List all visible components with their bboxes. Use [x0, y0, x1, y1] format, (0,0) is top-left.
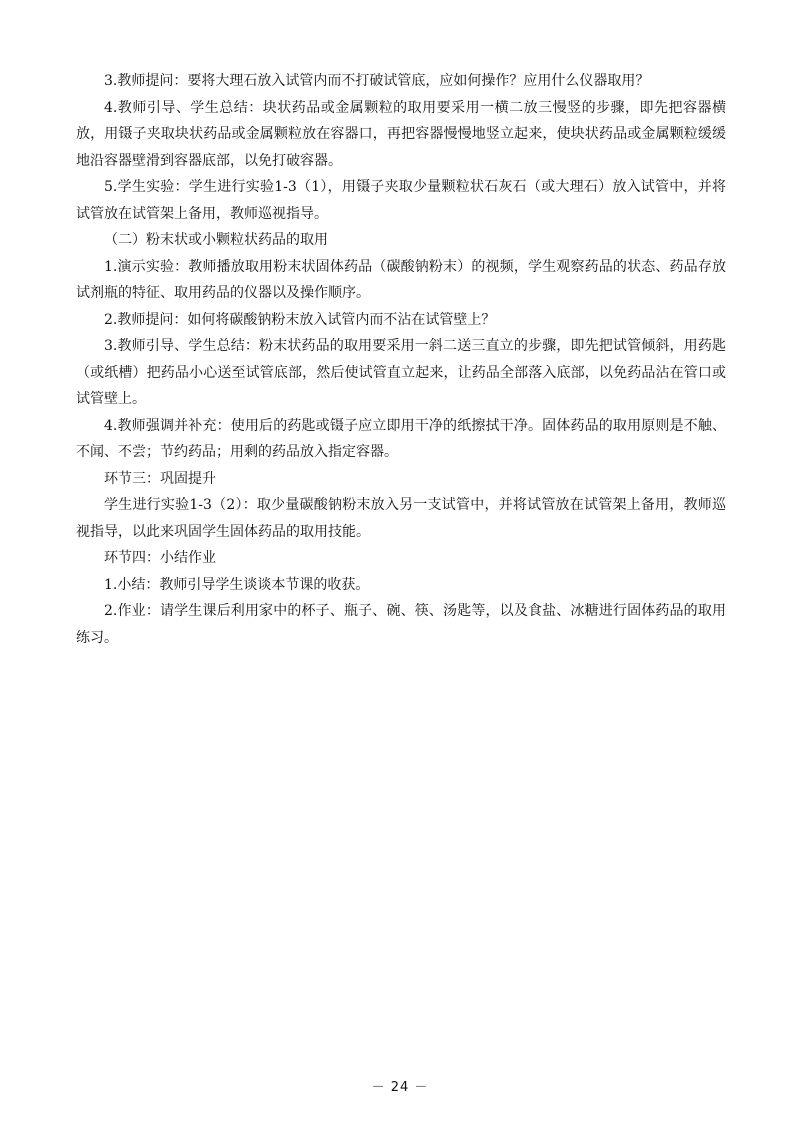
section-heading-summary-homework: 环节四：小结作业 — [104, 550, 216, 566]
document-body — [76, 68, 726, 651]
section-heading-consolidation: 环节三：巩固提升 — [104, 470, 216, 487]
paragraph-question-powder: 2.教师提问：如何将碳酸钠粉末放入试管内而不沾在试管壁上？ — [104, 311, 496, 328]
paragraph-emphasis-supplement: 4.教师强调并补充：使用后的药匙或镊子应立即用干净的纸擦拭干净。固体药品的取用原则是不触、不闻、不尝；节约药品；用剩的药品放入指定容器。 — [76, 417, 726, 460]
paragraph-student-experiment-1: 5.学生实验：学生进行实验1-3（1），用镊子夹取少量颗粒状石灰石（或大理石）放入试管中，并将试管放在试管架上备用，教师巡视指导。 — [76, 179, 726, 222]
page-number: － 24 － — [371, 1080, 429, 1095]
section-heading-powder: （二）粉末状或小颗粒状药品的取用 — [104, 232, 328, 248]
paragraph-student-experiment-2: 学生进行实验1-3（2）：取少量碳酸钠粉末放入另一支试管中，并将试管放在试管架上备用，教师巡视指导，以此来巩固学生固体药品的取用技能。 — [76, 497, 726, 540]
paragraph-question-marble: 3.教师提问：要将大理石放入试管内而不打破试管底，应如何操作？应用什么仪器取用？ — [104, 73, 650, 89]
paragraph-demo-experiment: 1.演示实验：教师播放取用粉末状固体药品（碳酸钠粉末）的视频，学生观察药品的状态、药品存放试剂瓶的特征、取用药品的仪器以及操作顺序。 — [76, 258, 726, 301]
paragraph-summary: 1.小结：教师引导学生谈谈本节课的收获。 — [104, 576, 370, 593]
paragraph-summary-powder: 3.教师引导、学生总结：粉末状药品的取用要采用一斜二送三直立的步骤，即先把试管倾斜，用药匙（或纸槽）把药品小心送至试管底部，然后使试管直立起来，让药品全部落入底部，以免药品沾在管口或试管壁上。 — [76, 338, 726, 407]
paragraph-summary-block-solids: 4.教师引导、学生总结：块状药品或金属颗粒的取用要采用一横二放三慢竖的步骤，即先把容器横放，用镊子夹取块状药品或金属颗粒放在容器口，再把容器慢慢地竖立起来，使块状药品或金属颗粒缓缓地沿容器壁滑到容器底部，以免打破容器。 — [76, 99, 726, 169]
paragraph-homework: 2.作业：请学生课后利用家中的杯子、瓶子、碗、筷、汤匙等，以及食盐、冰糖进行固体药品的取用练习。 — [76, 603, 726, 646]
